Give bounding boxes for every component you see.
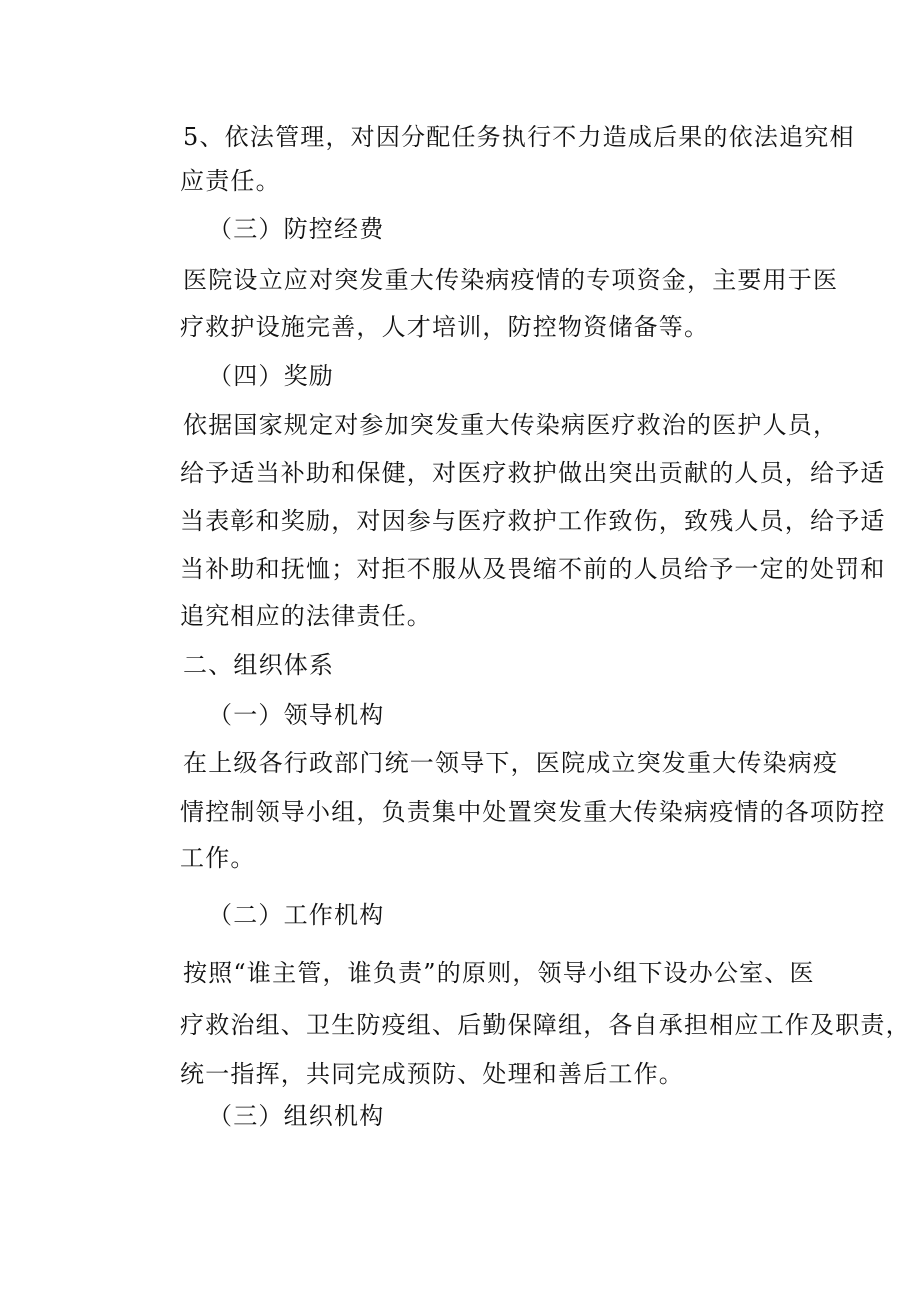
paragraph-line: 依据国家规定对参加突发重大传染病医疗救治的医护人员， [183,411,839,439]
paragraph-line: 在上级各行政部门统一领导下，医院成立突发重大传染病疫 [183,749,839,777]
paragraph-line: 当补助和抚恤；对拒不服从及畏缩不前的人员给予一定的处罚和 [180,555,886,583]
subsection-heading: （四）奖励 [208,362,334,390]
paragraph-line: 给予适当补助和保健，对医疗救护做出突出贡献的人员，给予适 [180,459,886,487]
subsection-heading: （一）领导机构 [208,701,385,729]
subsection-heading: （二）工作机构 [208,901,385,929]
paragraph-line: 按照“谁主管，谁负责”的原则，领导小组下设办公室、医 [183,959,815,987]
section-heading: 二、组织体系 [183,651,335,679]
paragraph-line: 追究相应的法律责任。 [180,602,432,630]
paragraph-line: 医院设立应对突发重大传染病疫情的专项资金，主要用于医 [183,266,839,294]
paragraph-line: 5、依法管理，对因分配任务执行不力造成后果的依法追究相 [183,123,855,151]
paragraph-line: 应责任。 [180,167,281,195]
paragraph-line: 工作。 [180,844,256,872]
paragraph-line: 统一指挥，共同完成预防、处理和善后工作。 [180,1060,684,1088]
paragraph-line: 疗救治组、卫生防疫组、后勤保障组，各自承担相应工作及职责， [180,1011,911,1039]
paragraph-line: 疗救护设施完善，人才培训，防控物资储备等。 [180,313,710,341]
subsection-heading: （三）防控经费 [208,215,385,243]
paragraph-line: 当表彰和奖励，对因参与医疗救护工作致伤，致残人员，给予适 [180,507,886,535]
subsection-heading: （三）组织机构 [208,1102,385,1130]
paragraph-line: 情控制领导小组，负责集中处置突发重大传染病疫情的各项防控 [180,798,886,826]
